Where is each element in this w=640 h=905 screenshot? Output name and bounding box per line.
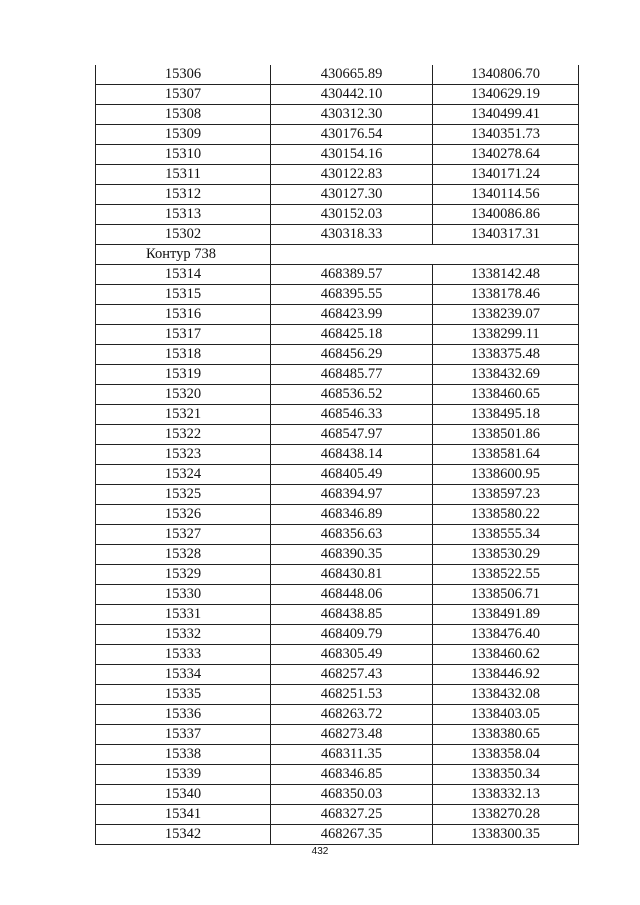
point-number-cell: 15319 xyxy=(96,365,271,385)
x-coordinate-cell: 468546.33 xyxy=(271,405,433,425)
x-coordinate-cell: 468346.89 xyxy=(271,505,433,525)
table-row xyxy=(96,345,579,365)
x-coordinate-cell: 468405.49 xyxy=(271,465,433,485)
y-coordinate-cell: 1340629.19 xyxy=(433,85,579,105)
point-number-cell: 15331 xyxy=(96,605,271,625)
table-row xyxy=(96,605,579,625)
contour-label: Контур 738 xyxy=(96,245,271,265)
point-number-cell: 15336 xyxy=(96,705,271,725)
table-row xyxy=(96,85,579,105)
x-coordinate-cell: 430665.89 xyxy=(271,65,433,85)
y-coordinate-cell: 1338580.22 xyxy=(433,505,579,525)
y-coordinate-cell: 1340171.24 xyxy=(433,165,579,185)
point-number-cell: 15314 xyxy=(96,265,271,285)
x-coordinate-cell: 468456.29 xyxy=(271,345,433,365)
y-coordinate-cell: 1338358.04 xyxy=(433,745,579,765)
x-coordinate-cell: 468547.97 xyxy=(271,425,433,445)
point-number-cell: 15338 xyxy=(96,745,271,765)
y-coordinate-cell: 1338600.95 xyxy=(433,465,579,485)
table-row xyxy=(96,665,579,685)
point-number-cell: 15307 xyxy=(96,85,271,105)
table-row xyxy=(96,785,579,805)
y-coordinate-cell: 1340114.56 xyxy=(433,185,579,205)
point-number-cell: 15313 xyxy=(96,205,271,225)
point-number-cell: 15332 xyxy=(96,625,271,645)
point-number-cell: 15339 xyxy=(96,765,271,785)
point-number-cell: 15308 xyxy=(96,105,271,125)
y-coordinate-cell: 1338491.89 xyxy=(433,605,579,625)
point-number-cell: 15334 xyxy=(96,665,271,685)
x-coordinate-cell: 468394.97 xyxy=(271,485,433,505)
point-number-cell: 15317 xyxy=(96,325,271,345)
point-number-cell: 15326 xyxy=(96,505,271,525)
table-row xyxy=(96,305,579,325)
y-coordinate-cell: 1338299.11 xyxy=(433,325,579,345)
table-row xyxy=(96,405,579,425)
x-coordinate-cell: 430152.03 xyxy=(271,205,433,225)
y-coordinate-cell: 1338460.62 xyxy=(433,645,579,665)
x-coordinate-cell: 468423.99 xyxy=(271,305,433,325)
table-row xyxy=(96,705,579,725)
table-row xyxy=(96,325,579,345)
point-number-cell: 15335 xyxy=(96,685,271,705)
coordinates-table-body xyxy=(96,65,579,845)
table-row xyxy=(96,765,579,785)
y-coordinate-cell: 1338375.48 xyxy=(433,345,579,365)
table-row xyxy=(96,645,579,665)
y-coordinate-cell: 1338380.65 xyxy=(433,725,579,745)
x-coordinate-cell: 430318.33 xyxy=(271,225,433,245)
point-number-cell: 15302 xyxy=(96,225,271,245)
x-coordinate-cell: 468425.18 xyxy=(271,325,433,345)
point-number-cell: 15312 xyxy=(96,185,271,205)
y-coordinate-cell: 1340351.73 xyxy=(433,125,579,145)
coordinates-table xyxy=(95,65,579,845)
y-coordinate-cell: 1340086.86 xyxy=(433,205,579,225)
y-coordinate-cell: 1338350.34 xyxy=(433,765,579,785)
point-number-cell: 15325 xyxy=(96,485,271,505)
x-coordinate-cell: 468485.77 xyxy=(271,365,433,385)
y-coordinate-cell: 1340806.70 xyxy=(433,65,579,85)
point-number-cell: 15342 xyxy=(96,825,271,845)
y-coordinate-cell: 1338581.64 xyxy=(433,445,579,465)
x-coordinate-cell: 468311.35 xyxy=(271,745,433,765)
point-number-cell: 15330 xyxy=(96,585,271,605)
table-row xyxy=(96,105,579,125)
point-number-cell: 15318 xyxy=(96,345,271,365)
table-row xyxy=(96,445,579,465)
table-row xyxy=(96,145,579,165)
x-coordinate-cell: 468263.72 xyxy=(271,705,433,725)
y-coordinate-cell: 1338403.05 xyxy=(433,705,579,725)
table-row xyxy=(96,565,579,585)
contour-empty-cell xyxy=(271,245,579,265)
x-coordinate-cell: 430122.83 xyxy=(271,165,433,185)
table-row xyxy=(96,545,579,565)
y-coordinate-cell: 1340278.64 xyxy=(433,145,579,165)
y-coordinate-cell: 1338555.34 xyxy=(433,525,579,545)
y-coordinate-cell: 1338432.08 xyxy=(433,685,579,705)
table-row xyxy=(96,745,579,765)
y-coordinate-cell: 1338432.69 xyxy=(433,365,579,385)
y-coordinate-cell: 1338522.55 xyxy=(433,565,579,585)
table-row xyxy=(96,825,579,845)
table-row xyxy=(96,205,579,225)
table-row xyxy=(96,465,579,485)
x-coordinate-cell: 430176.54 xyxy=(271,125,433,145)
table-row xyxy=(96,185,579,205)
table-row xyxy=(96,365,579,385)
y-coordinate-cell: 1338300.35 xyxy=(433,825,579,845)
table-row xyxy=(96,125,579,145)
x-coordinate-cell: 468305.49 xyxy=(271,645,433,665)
y-coordinate-cell: 1338460.65 xyxy=(433,385,579,405)
y-coordinate-cell: 1338495.18 xyxy=(433,405,579,425)
table-row xyxy=(96,805,579,825)
point-number-cell: 15315 xyxy=(96,285,271,305)
table-row xyxy=(96,165,579,185)
point-number-cell: 15341 xyxy=(96,805,271,825)
x-coordinate-cell: 430127.30 xyxy=(271,185,433,205)
x-coordinate-cell: 468438.85 xyxy=(271,605,433,625)
y-coordinate-cell: 1338597.23 xyxy=(433,485,579,505)
table-row xyxy=(96,625,579,645)
x-coordinate-cell: 468346.85 xyxy=(271,765,433,785)
x-coordinate-cell: 468267.35 xyxy=(271,825,433,845)
point-number-cell: 15329 xyxy=(96,565,271,585)
x-coordinate-cell: 468389.57 xyxy=(271,265,433,285)
y-coordinate-cell: 1340317.31 xyxy=(433,225,579,245)
table-row xyxy=(96,265,579,285)
x-coordinate-cell: 468448.06 xyxy=(271,585,433,605)
page-number: 432 xyxy=(311,846,329,857)
table-row xyxy=(96,225,579,245)
x-coordinate-cell: 468390.35 xyxy=(271,545,433,565)
x-coordinate-cell: 468327.25 xyxy=(271,805,433,825)
point-number-cell: 15316 xyxy=(96,305,271,325)
point-number-cell: 15310 xyxy=(96,145,271,165)
table-row xyxy=(96,525,579,545)
table-row xyxy=(96,285,579,305)
y-coordinate-cell: 1340499.41 xyxy=(433,105,579,125)
point-number-cell: 15327 xyxy=(96,525,271,545)
x-coordinate-cell: 468395.55 xyxy=(271,285,433,305)
point-number-cell: 15323 xyxy=(96,445,271,465)
x-coordinate-cell: 468409.79 xyxy=(271,625,433,645)
y-coordinate-cell: 1338239.07 xyxy=(433,305,579,325)
point-number-cell: 15324 xyxy=(96,465,271,485)
x-coordinate-cell: 468356.63 xyxy=(271,525,433,545)
x-coordinate-cell: 468251.53 xyxy=(271,685,433,705)
y-coordinate-cell: 1338332.13 xyxy=(433,785,579,805)
table-row xyxy=(96,385,579,405)
x-coordinate-cell: 468430.81 xyxy=(271,565,433,585)
point-number-cell: 15306 xyxy=(96,65,271,85)
y-coordinate-cell: 1338446.92 xyxy=(433,665,579,685)
table-row xyxy=(96,505,579,525)
point-number-cell: 15328 xyxy=(96,545,271,565)
x-coordinate-cell: 468536.52 xyxy=(271,385,433,405)
point-number-cell: 15322 xyxy=(96,425,271,445)
y-coordinate-cell: 1338501.86 xyxy=(433,425,579,445)
point-number-cell: 15309 xyxy=(96,125,271,145)
y-coordinate-cell: 1338178.46 xyxy=(433,285,579,305)
table-row xyxy=(96,685,579,705)
x-coordinate-cell: 430154.16 xyxy=(271,145,433,165)
table-row xyxy=(96,425,579,445)
y-coordinate-cell: 1338476.40 xyxy=(433,625,579,645)
x-coordinate-cell: 468438.14 xyxy=(271,445,433,465)
contour-header-row xyxy=(96,245,579,265)
y-coordinate-cell: 1338506.71 xyxy=(433,585,579,605)
point-number-cell: 15340 xyxy=(96,785,271,805)
table-row xyxy=(96,485,579,505)
point-number-cell: 15333 xyxy=(96,645,271,665)
point-number-cell: 15337 xyxy=(96,725,271,745)
point-number-cell: 15321 xyxy=(96,405,271,425)
y-coordinate-cell: 1338142.48 xyxy=(433,265,579,285)
y-coordinate-cell: 1338270.28 xyxy=(433,805,579,825)
table-row xyxy=(96,725,579,745)
x-coordinate-cell: 430442.10 xyxy=(271,85,433,105)
x-coordinate-cell: 468350.03 xyxy=(271,785,433,805)
table-row xyxy=(96,585,579,605)
point-number-cell: 15320 xyxy=(96,385,271,405)
x-coordinate-cell: 468273.48 xyxy=(271,725,433,745)
table-row xyxy=(96,65,579,85)
x-coordinate-cell: 468257.43 xyxy=(271,665,433,685)
y-coordinate-cell: 1338530.29 xyxy=(433,545,579,565)
point-number-cell: 15311 xyxy=(96,165,271,185)
x-coordinate-cell: 430312.30 xyxy=(271,105,433,125)
